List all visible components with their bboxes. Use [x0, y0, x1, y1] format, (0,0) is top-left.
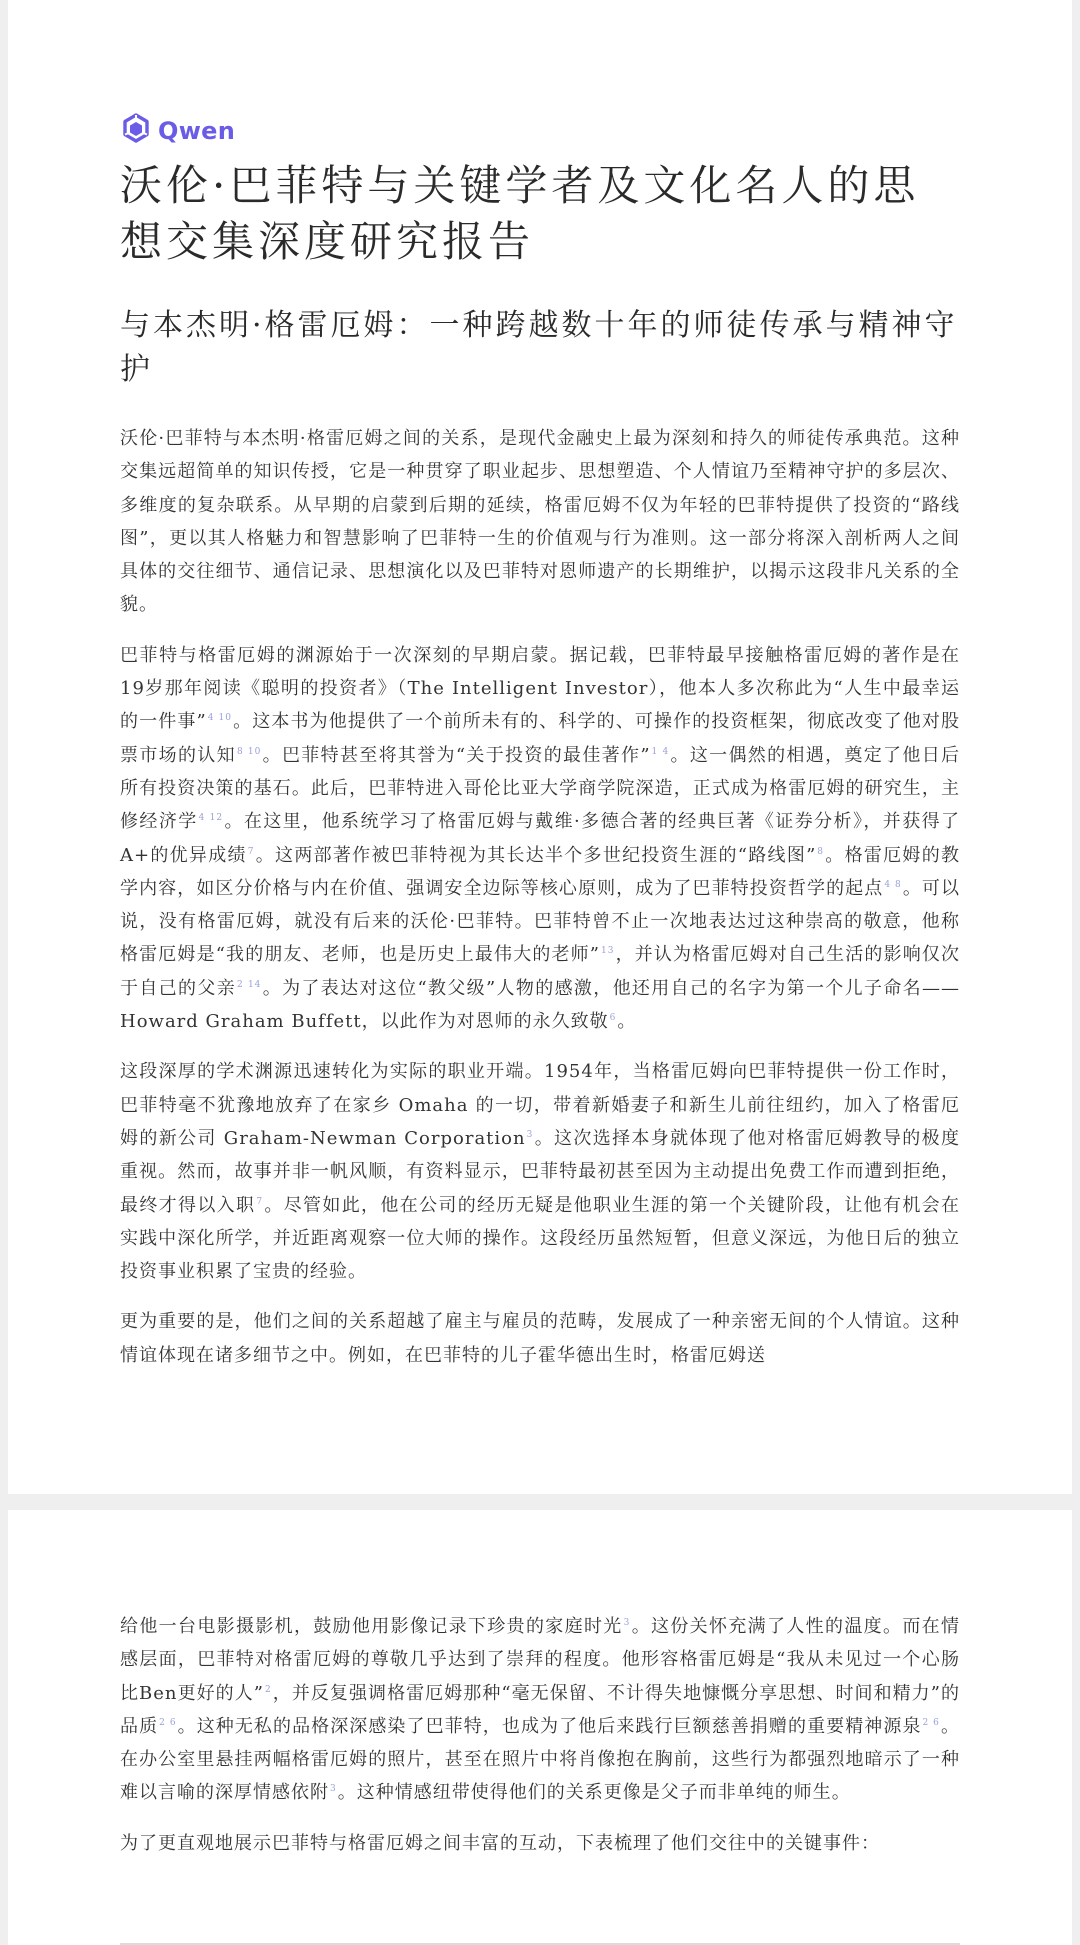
text-run: ，并认为格雷厄姆对自己生活的影响仅次于自己的父亲	[120, 944, 961, 999]
text-run: 。可以说，没有格雷厄姆，就没有后来的沃伦·巴菲特。巴菲特曾不止一次地表达过这种崇高的敬意，他称格雷厄姆是“我的朋友、老师，也是历史上最伟大的老师”	[120, 877, 961, 966]
text-run: 。这本书为他提供了一个前所未有的、科学的、可操作的投资框架，彻底改变了他对股票市场的认知	[120, 711, 961, 766]
citation-link[interactable]: 2 14	[237, 979, 262, 990]
text-run: 。这份关怀充满了人性的温度。而在情感层面，巴菲特对格雷厄姆的尊敬几乎达到了崇拜的程度。他形容格雷厄姆是“我从未见过一个心肠比Ben更好的人”	[120, 1616, 960, 1704]
paragraph-early-enlightenment	[120, 639, 960, 1039]
text-run: 这段深厚的学术渊源迅速转化为实际的职业开端。1954年，当格雷厄姆向巴菲特提供一份工作时，巴菲特毫不犹豫地放弃了在家乡 Omaha 的一切，带着新婚妻子和新生儿前往纽约，加入了格雷厄姆的新公司 Graham-Newman Corporation	[120, 1061, 960, 1149]
citation-link[interactable]: 3	[623, 1618, 631, 1628]
text-run: 巴菲特与格雷厄姆的渊源始于一次深刻的早期启蒙。据记载，巴菲特最早接触格雷厄姆的著作是在19岁那年阅读《聪明的投资者》（The Intelligent Investor），他本人多次称此为“人生中最幸运的一件事”	[120, 644, 960, 733]
citation-link[interactable]: 3	[330, 1784, 337, 1795]
citation-link[interactable]: 6	[609, 1013, 617, 1024]
qwen-logo-text: Qwen	[158, 117, 236, 145]
document-page-1	[8, 0, 1072, 1494]
qwen-logo-icon	[120, 113, 152, 149]
citation-link[interactable]: 1 4	[651, 746, 670, 757]
text-run: 。巴菲特甚至将其誉为“关于投资的最佳著作”	[262, 744, 651, 766]
citation-link[interactable]: 4 10	[207, 713, 232, 724]
citation-link[interactable]: 2	[264, 1684, 272, 1695]
text-run: 。这一偶然的相遇，奠定了他日后所有投资决策的基石。此后，巴菲特进入哥伦比亚大学商学院深造，正式成为格雷厄姆的研究生，主修经济学	[120, 744, 961, 833]
citation-link[interactable]: 4 12	[198, 813, 224, 824]
text-run: 。尽管如此，他在公司的经历无疑是他职业生涯的第一个关键阶段，让他有机会在实践中深化所学，并近距离观察一位大师的操作。这段经历虽然短暂，但意义深远，为他日后的独立投资事业积累了宝贵的经验。	[120, 1194, 961, 1283]
citation-link[interactable]: 2 6	[159, 1717, 177, 1728]
document-title: 沃伦·巴菲特与关键学者及文化名人的思想交集深度研究报告	[120, 161, 920, 266]
citation-link[interactable]: 13	[600, 946, 615, 957]
text-run: 。为了表达对这位“教父级”人物的感激，他还用自己的名字为第一个儿子命名——Howard Graham Buffett，以此作为对恩师的永久致敬	[120, 977, 961, 1033]
citation-link[interactable]: 2 6	[922, 1717, 940, 1728]
text-run: ，并反复强调格雷厄姆那种“毫无保留、不计得失地慷慨分享思想、时间和精力”的品质	[120, 1682, 960, 1737]
citation-link[interactable]: 7	[256, 1196, 264, 1207]
paragraph-table-intro: 为了更直观地展示巴菲特与格雷厄姆之间丰富的互动，下表梳理了他们交往中的关键事件：	[120, 1832, 880, 1854]
paragraph-emotional-bond	[120, 1610, 960, 1810]
citation-link[interactable]: 3	[526, 1129, 534, 1140]
text-run: 。在办公室里悬挂两幅格雷厄姆的照片，甚至在照片中将肖像抱在胸前，这些行为都强烈地暗示了一种难以言喻的深厚情感依附	[120, 1715, 960, 1804]
citation-link[interactable]: 8	[817, 846, 825, 857]
section-title: 与本杰明·格雷厄姆：一种跨越数十年的师徒传承与精神守护	[120, 308, 958, 387]
text-run: 给他一台电影摄影机，鼓励他用影像记录下珍贵的家庭时光	[120, 1616, 623, 1637]
text-run: 。这次选择本身就体现了他对格雷厄姆教导的极度重视。然而，故事并非一帆风顺，有资料显示，巴菲特最初甚至因为主动提出免费工作而遭到拒绝，最终才得以入职	[120, 1127, 960, 1216]
document-page-2	[8, 1510, 1072, 1945]
citation-link[interactable]: 7	[247, 846, 255, 857]
qwen-logo	[120, 114, 960, 148]
text-run: 。	[617, 1011, 637, 1033]
text-run: 。这种情感纽带使得他们的关系更像是父子而非单纯的师生。	[337, 1782, 851, 1804]
paragraph-career-start	[120, 1055, 960, 1288]
paragraph-personal-bond: 更为重要的是，他们之间的关系超越了雇主与雇员的范畴，发展成了一种亲密无间的个人情谊。这种情谊体现在诸多细节之中。例如，在巴菲特的儿子霍华德出生时，格雷厄姆送	[120, 1311, 960, 1366]
text-run: 。在这里，他系统学习了格雷厄姆与戴维·多德合著的经典巨著《证券分析》，并获得了A+的优异成绩	[120, 811, 961, 866]
paragraph-intro: 沃伦·巴菲特与本杰明·格雷厄姆之间的关系，是现代金融史上最为深刻和持久的师徒传承典范。这种交集远超简单的知识传授，它是一种贯穿了职业起步、思想塑造、个人情谊乃至精神守护的多层次、多维度的复杂联系。从早期的启蒙到后期的延续，格雷厄姆不仅为年轻的巴菲特提供了投资的“路线图”，更以其人格魅力和智慧影响了巴菲特一生的价值观与行为准则。这一部分将深入剖析两人之间具体的交往细节、通信记录、思想演化以及巴菲特对恩师遗产的长期维护，以揭示这段非凡关系的全貌。	[120, 428, 960, 616]
text-run: 。格雷厄姆的教学内容，如区分价格与内在价值、强调安全边际等核心原则，成为了巴菲特投资哲学的起点	[120, 844, 960, 899]
citation-link[interactable]: 4 8	[884, 879, 902, 890]
citation-link[interactable]: 8 10	[236, 746, 262, 757]
text-run: 。这种无私的品格深深感染了巴菲特，也成为了他后来践行巨额慈善捐赠的重要精神源泉	[177, 1715, 922, 1737]
text-run: 。这两部著作被巴菲特视为其长达半个多世纪投资生涯的“路线图”	[255, 844, 817, 866]
